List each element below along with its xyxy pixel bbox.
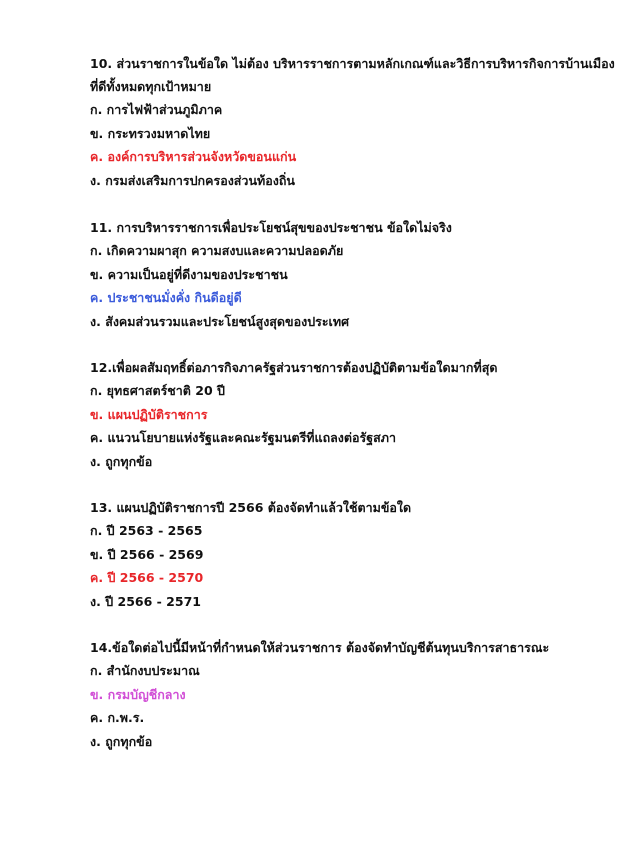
option-b-answer: ข. กรมบัญชีกลาง (90, 686, 186, 702)
option-c: ค. แนวนโยบายแห่งรัฐและคณะรัฐมนตรีที่แถลงต่อรัฐสภา (90, 430, 397, 445)
question-stem: 13. แผนปฏิบัติราชการปี 2566 ต้องจัดทำแล้วใช้ตามข้อใด (90, 500, 412, 515)
option-a: ก. สำนักงบประมาณ (90, 663, 200, 678)
option-c-answer: ค. องค์การบริหารส่วนจังหวัดขอนแก่น (90, 149, 297, 164)
option-a: ก. การไฟฟ้าส่วนภูมิภาค (90, 102, 223, 117)
question-stem: 11. การบริหารราชการเพื่อประโยชน์สุขของประชาชน ข้อใดไม่จริง (90, 220, 452, 235)
question-stem: 10. ส่วนราชการในข้อใด ไม่ต้อง บริหารราชการตามหลักเกณฑ์และวิธีการบริหารกิจการบ้านเมืองที่ดีทั้งหมดทุกเป้าหมาย (90, 56, 615, 94)
option-c-answer: ค. ปี 2566 - 2570 (90, 570, 204, 585)
option-c-answer: ค. ประชาชนมั่งคั่ง กินดีอยู่ดี (90, 290, 242, 305)
option-a: ก. ยุทธศาสตร์ชาติ 20 ปี (90, 383, 225, 398)
option-b-answer: ข. แผนปฏิบัติราชการ (90, 406, 208, 422)
option-d: ง. ถูกทุกข้อ (90, 453, 153, 469)
option-b: ข. ความเป็นอยู่ที่ดีงามของประชาชน (90, 266, 288, 282)
option-d: ง. ปี 2566 - 2571 (90, 593, 201, 609)
question-stem: 12.เพื่อผลสัมฤทธิ์ต่อภารกิจภาครัฐส่วนราชการต้องปฏิบัติตามข้อใดมากที่สุด (90, 360, 498, 375)
option-d: ง. ถูกทุกข้อ (90, 733, 153, 749)
option-b: ข. กระทรวงมหาดไทย (90, 125, 211, 141)
option-c: ค. ก.พ.ร. (90, 710, 145, 725)
option-a: ก. เกิดความผาสุก ความสงบและความปลอดภัย (90, 243, 344, 258)
option-b: ข. ปี 2566 - 2569 (90, 546, 204, 562)
question-11 (90, 216, 620, 333)
question-stem: 14.ข้อใดต่อไปนี้มีหน้าที่กำหนดให้ส่วนราชการ ต้องจัดทำบัญชีต้นทุนบริการสาธารณะ (90, 640, 550, 655)
question-12 (90, 356, 620, 473)
question-10 (90, 52, 620, 192)
option-d: ง. กรมส่งเสริมการปกครองส่วนท้องถิ่น (90, 172, 295, 188)
option-d: ง. สังคมส่วนรวมและประโยชน์สูงสุดของประเทศ (90, 313, 350, 329)
question-13 (90, 496, 620, 613)
question-14 (90, 636, 620, 753)
option-a: ก. ปี 2563 - 2565 (90, 523, 203, 538)
